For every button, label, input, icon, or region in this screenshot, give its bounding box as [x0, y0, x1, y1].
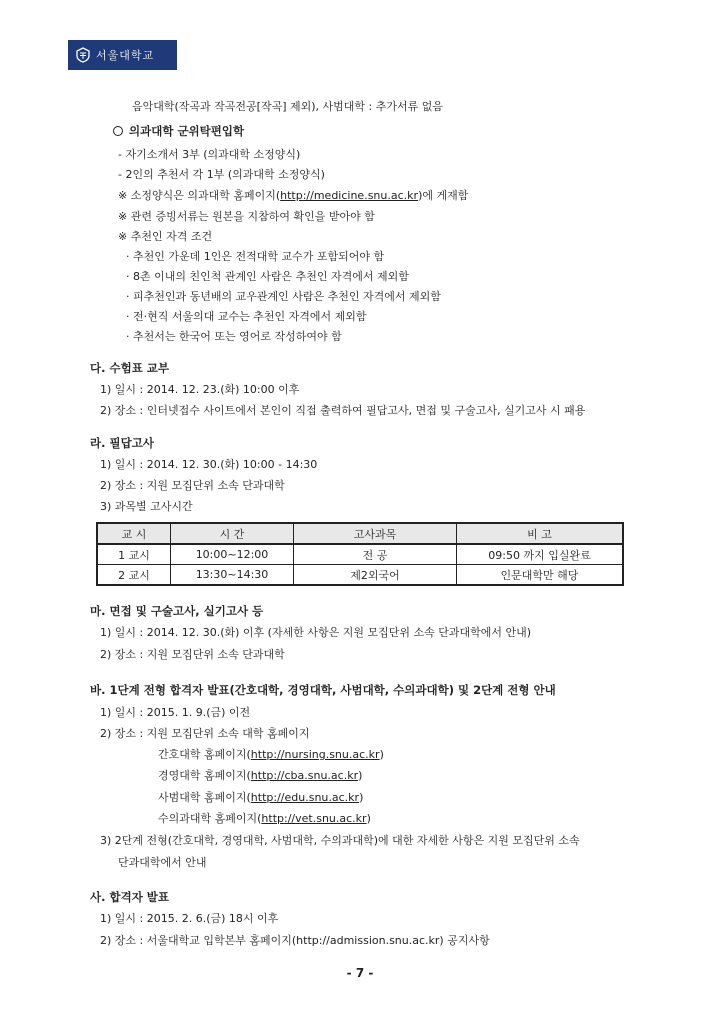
nursing-homepage-link[interactable]: http://nursing.snu.ac.kr — [250, 748, 380, 761]
page-number: - 7 - — [346, 966, 374, 980]
circle-bullet-icon — [113, 126, 123, 136]
ticket-place-line: 2) 장소 : 인터넷접수 사이트에서 본인이 직접 출력하여 필답고사, 면접 및 구술고사, 실기고사 시 패용 — [100, 404, 586, 417]
ticket-date-line: 1) 일시 : 2014. 12. 23.(화) 10:00 이후 — [100, 383, 300, 396]
table-cell: 13:30~14:30 — [171, 565, 294, 586]
self-intro-line: - 자기소개서 3부 (의과대학 소정양식) — [118, 148, 301, 161]
stage2-info-cont-line: 단과대학에서 안내 — [118, 856, 207, 869]
stage1-date-line: 1) 일시 : 2015. 1. 9.(금) 이전 — [100, 706, 251, 719]
subject-time-line: 3) 과목별 고사시간 — [100, 500, 193, 513]
recommendation-line: - 2인의 추천서 각 1부 (의과대학 소정양식) — [118, 168, 325, 181]
nursing-homepage-line: 간호대학 홈페이지(http://nursing.snu.ac.kr) — [158, 748, 384, 761]
edu-homepage-line: 사범대학 홈페이지(http://edu.snu.ac.kr) — [158, 791, 364, 804]
section-heading-ba: 바. 1단계 전형 합격자 발표(간호대학, 경영대학, 사범대학, 수의과대학) 및 2단계 전형 안내 — [90, 683, 556, 697]
vet-homepage-link[interactable]: http://vet.snu.ac.kr — [261, 812, 367, 825]
cba-homepage-line: 경영대학 홈페이지(http://cba.snu.ac.kr) — [158, 769, 363, 782]
qual-item-4: · 전·현직 서울의대 교수는 추천인 자격에서 제외함 — [126, 310, 367, 323]
table-header-cell: 비 고 — [457, 523, 624, 544]
qual-item-2: · 8촌 이내의 친인척 관계인 사람은 추천인 자격에서 제외함 — [126, 270, 409, 283]
interview-date-line: 1) 일시 : 2014. 12. 30.(화) 이후 (자세한 사항은 지원 모집단위 소속 단과대학에서 안내) — [100, 626, 531, 639]
interview-place-line: 2) 장소 : 지원 모집단위 소속 단과대학 — [100, 648, 285, 661]
vet-homepage-line: 수의과대학 홈페이지(http://vet.snu.ac.kr) — [158, 812, 371, 825]
written-test-place-line: 2) 장소 : 지원 모집단위 소속 단과대학 — [100, 479, 285, 492]
table-cell: 인문대학만 해당 — [457, 565, 624, 586]
table-cell: 전 공 — [294, 544, 457, 565]
form-notice-line: ※ 소정양식은 의과대학 홈페이지(http://medicine.snu.ac.kr)에 게재함 — [118, 189, 469, 202]
table-cell: 09:50 까지 입실완료 — [457, 544, 624, 565]
table-row — [97, 565, 623, 586]
table-header-cell: 시 간 — [171, 523, 294, 544]
edu-homepage-link[interactable]: http://edu.snu.ac.kr — [250, 791, 360, 804]
written-test-date-line: 1) 일시 : 2014. 12. 30.(화) 10:00 - 14:30 — [100, 458, 318, 471]
document-verify-line: ※ 관련 증빙서류는 원본을 지참하여 확인을 받아야 함 — [118, 210, 375, 223]
section-heading-ma: 마. 면접 및 구술고사, 실기고사 등 — [90, 604, 264, 618]
table-cell: 제2외국어 — [294, 565, 457, 586]
logo-text: 서울대학교 — [96, 49, 155, 62]
table-cell: 2 교시 — [97, 565, 171, 586]
qual-item-5: · 추천서는 한국어 또는 영어로 작성하여야 함 — [126, 330, 342, 343]
stage1-place-line: 2) 장소 : 지원 모집단위 소속 대학 홈페이지 — [100, 727, 310, 740]
qual-item-3: · 피추천인과 동년배의 교우관계인 사람은 추천인 자격에서 제외함 — [126, 290, 441, 303]
university-emblem-icon — [75, 47, 91, 63]
table-row — [97, 544, 623, 565]
music-docs-line: 음악대학(작곡과 작곡전공[작곡] 제외), 사범대학 : 추가서류 없음 — [132, 100, 443, 113]
table-cell: 10:00~12:00 — [171, 544, 294, 565]
final-date-line: 1) 일시 : 2015. 2. 6.(금) 18시 이후 — [100, 912, 279, 925]
snu-logo — [68, 40, 177, 70]
qual-item-1: · 추천인 가운데 1인은 전적대학 교수가 포함되어야 함 — [126, 250, 385, 263]
table-cell: 1 교시 — [97, 544, 171, 565]
stage2-info-line: 3) 2단계 전형(간호대학, 경영대학, 사범대학, 수의과대학)에 대한 자세한 사항은 지원 모집단위 소속 — [100, 834, 580, 847]
section-heading-ra: 라. 필답고사 — [90, 436, 154, 450]
table-header-cell: 고사과목 — [294, 523, 457, 544]
exam-schedule-table — [96, 522, 624, 586]
table-header-cell: 교 시 — [97, 523, 171, 544]
military-transfer-heading: 의과대학 군위탁편입학 — [113, 124, 244, 138]
medicine-homepage-link[interactable]: http://medicine.snu.ac.kr — [280, 189, 419, 202]
cba-homepage-link[interactable]: http://cba.snu.ac.kr — [250, 769, 359, 782]
recommender-qual-heading: ※ 추천인 자격 조건 — [118, 230, 213, 243]
final-place-line: 2) 장소 : 서울대학교 입학본부 홈페이지(http://admission.snu.ac.kr) 공지사항 — [100, 934, 490, 947]
section-heading-sa: 사. 합격자 발표 — [90, 890, 170, 904]
table-header-row — [97, 523, 623, 544]
section-heading-da: 다. 수험표 교부 — [90, 361, 170, 375]
